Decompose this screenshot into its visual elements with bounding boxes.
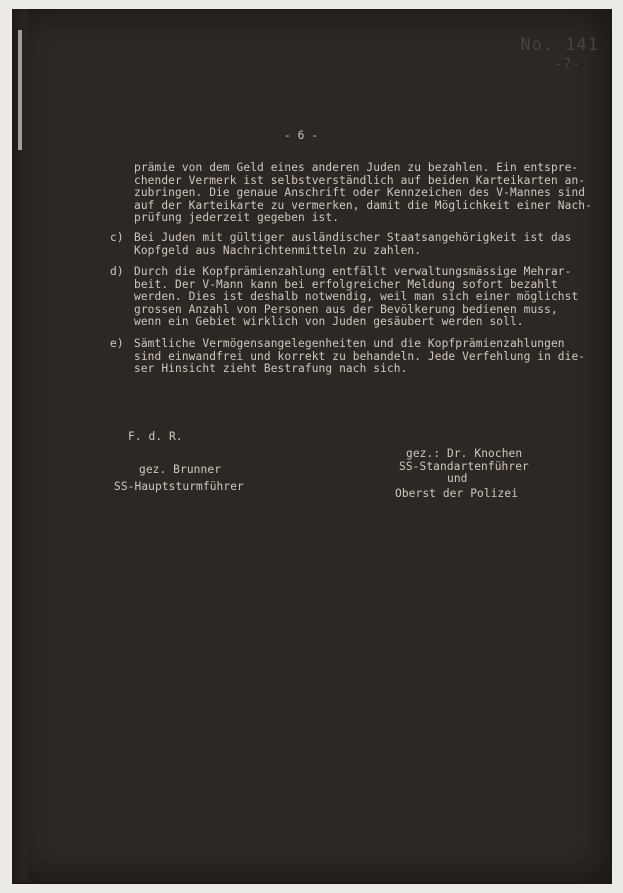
text-line: Bei Juden mit gültiger ausländischer Staatsangehörigkeit ist das <box>134 231 572 244</box>
item-label: c) <box>110 231 124 244</box>
stamp-number: No. 141 <box>520 35 599 55</box>
text-line: chender Vermerk ist selbstverständlich auf beiden Karteikarten an- <box>134 173 586 187</box>
text-line: zubringen. Die genaue Anschrift oder Kennzeichen des V-Mannes sind <box>134 186 586 200</box>
signature-right <box>395 448 529 500</box>
item-label: d) <box>110 265 124 278</box>
stamp-sub: -7- <box>554 57 581 72</box>
text-line: beit. Der V-Mann kann bei erfolgreicher Meldung sofort bezahlt <box>134 277 558 291</box>
text-line: ser Hinsicht zieht Bestrafung nach sich. <box>134 362 408 376</box>
signature-rank: SS-Hauptsturmführer <box>114 480 244 493</box>
archive-stamp <box>520 36 599 74</box>
signature-rank: SS-Standartenführer <box>399 459 529 473</box>
item-label: e) <box>110 337 124 350</box>
binding-strip <box>18 30 22 150</box>
paragraph-continued <box>134 162 592 225</box>
signature-name: gez.: Dr. Knochen <box>406 447 523 460</box>
text-line: prüfung jederzeit gegeben ist. <box>134 211 340 225</box>
text-line: werden. Dies ist deshalb notwendig, weil man sich einer möglichst <box>134 290 579 304</box>
item-body <box>134 266 578 329</box>
signature-conjunction: und <box>447 472 468 486</box>
text-line: Sämtliche Vermögensangelegenheiten und die Kopfprämienzahlungen <box>134 337 565 350</box>
text-line: Kopfgeld aus Nachrichtenmitteln zu zahlen. <box>134 243 422 257</box>
fdr-mark: F. d. R. <box>128 430 183 443</box>
text-line: Durch die Kopfprämienzahlung entfällt verwaltungsmässige Mehrar- <box>134 265 572 278</box>
signature-title: Oberst der Polizei <box>395 486 519 500</box>
page-number: - 6 - <box>284 129 319 142</box>
item-body <box>134 232 571 257</box>
signature-name: gez. Brunner <box>139 463 222 476</box>
text-line: grossen Anzahl von Personen aus der Bevölkerung bedienen muss, <box>134 302 558 316</box>
signature-left <box>114 461 244 495</box>
text-line: auf der Karteikarte zu vermerken, damit die Möglichkeit einer Nach- <box>134 198 592 212</box>
text-line: prämie von dem Geld eines anderen Juden zu bezahlen. Ein entspre- <box>134 161 579 174</box>
text-line: wenn ein Gebiet wirklich von Juden gesäubert werden soll. <box>134 315 524 329</box>
text-line: sind einwandfrei und korrekt zu behandeln. Jede Verfehlung in die- <box>134 349 586 363</box>
item-body <box>134 338 585 376</box>
